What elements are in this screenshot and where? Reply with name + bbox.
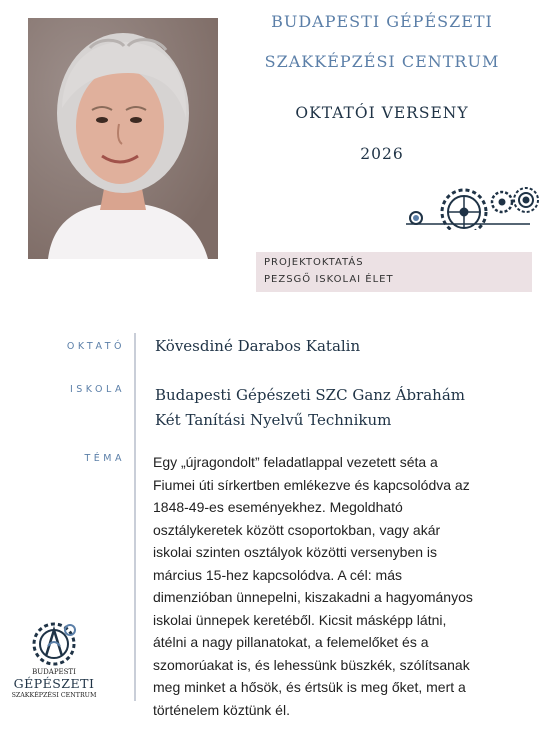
- portrait-illustration: [28, 18, 218, 259]
- school-name-line2: Két Tanítási Nyelvű Technikum: [155, 411, 392, 429]
- oktato-label: OKTATÓ: [66, 341, 125, 352]
- tags-box: [256, 252, 532, 292]
- logo-text-line1: BUDAPESTI: [32, 668, 76, 676]
- description-line: 1848-49-es eseményekhez. Megoldható: [153, 499, 403, 515]
- teacher-name: Kövesdiné Darabos Katalin: [155, 337, 361, 355]
- description-line: történelem köztünk él.: [153, 701, 290, 718]
- tema-label: TÉMA: [84, 453, 125, 464]
- description-line: március 15-hez kapcsolódva. A cél: más: [153, 566, 403, 583]
- description-line: iskolai ünnepek keretéből. Kicsit másképp látni,: [153, 611, 447, 628]
- gears-decoration-icon: [400, 182, 540, 230]
- iskola-label: ISKOLA: [69, 384, 125, 395]
- description-line: átélni a nagy pillanatokat, a felemelőket és a: [153, 634, 429, 650]
- description-line: Fiumei úti sírkertben emlékezve és kapcsolódva az: [153, 476, 470, 493]
- contest-title: OKTATÓI VERSENY: [295, 104, 469, 122]
- portrait-photo: [28, 18, 218, 259]
- description-line: iskolai szinten osztályok közötti versenyben is: [153, 544, 438, 560]
- divider-line: [134, 333, 136, 701]
- logo-text-line3: SZAKKÉPZÉSI CENTRUM: [11, 692, 97, 699]
- description-line: osztálykeretek között csoportokban, vagy akár: [153, 521, 441, 538]
- description-line: Egy „újragondolt” feladatlappal vezetett séta a: [153, 454, 438, 470]
- school-name: [155, 383, 535, 433]
- organization-name-line2: SZAKKÉPZÉSI CENTRUM: [264, 52, 500, 71]
- topic-description: [153, 451, 537, 721]
- description-line: dimenzióban ünnepelni, kiszakadni a hagyományos: [153, 589, 473, 605]
- description-line: szomorúakat is, és lehessünk büszkék, szólítsanak: [153, 656, 470, 673]
- contest-year: 2026: [360, 145, 404, 163]
- tag-item: PEZSGŐ ISKOLAI ÉLET: [264, 274, 394, 285]
- logo-text-line2: GÉPÉSZETI: [13, 676, 95, 691]
- tag-item: PROJEKTOKTATÁS: [264, 257, 364, 268]
- school-name-line1: Budapesti Gépészeti SZC Ganz Ábrahám: [155, 386, 465, 404]
- description-line: meg minket a hősök, és értsük is meg őket, mert a: [153, 679, 466, 695]
- organization-name-line1: BUDAPESTI GÉPÉSZETI: [271, 12, 493, 31]
